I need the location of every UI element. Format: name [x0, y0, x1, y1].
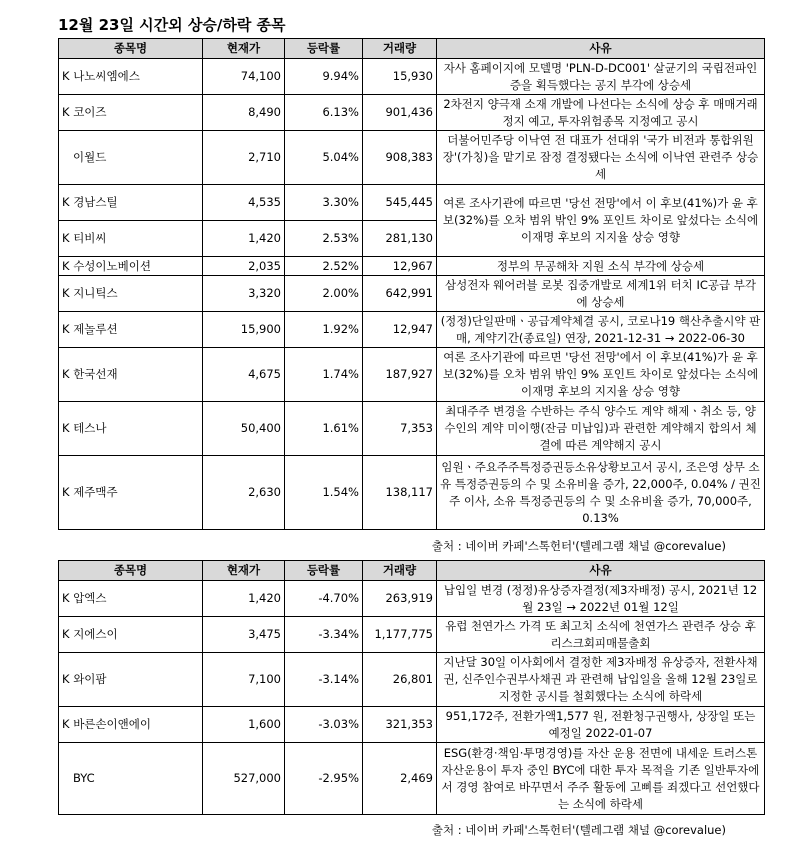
stock-volume: 901,436 — [363, 95, 437, 131]
stock-volume: 2,469 — [363, 743, 437, 815]
stock-reason: 여론 조사기관에 따르면 '당선 전망'에서 이 후보(41%)가 윤 후보(32%)를 오차 범위 밖인 9% 포인트 차이로 앞섰다는 소식에 이재명 후보의 지지율 상승 영향 — [437, 185, 765, 257]
stock-reason: 정부의 무공해차 지원 소식 부각에 상승세 — [437, 257, 765, 276]
stock-price: 1,420 — [203, 221, 285, 257]
stock-change: -2.95% — [285, 743, 363, 815]
header-price: 현재가 — [203, 39, 285, 59]
header-volume: 거래량 — [363, 39, 437, 59]
stock-change: 2.53% — [285, 221, 363, 257]
stock-volume: 7,353 — [363, 402, 437, 456]
stock-reason: 지난달 30일 이사회에서 결정한 제3자배정 유상증자, 전환사채권, 신주인수권부사채권 과 관련해 납입일을 올해 12월 23일로 지정한 공시를 철회했다는 소식에 하락세 — [437, 653, 765, 707]
stock-reason: (정정)단일판매ㆍ공급계약체결 공시, 코로나19 핵산추출시약 판매, 계약기간(종료일) 연장, 2021-12-31 → 2022-06-30 — [437, 312, 765, 348]
stock-reason: 최대주주 변경을 수반하는 주식 양수도 계약 해제ㆍ취소 등, 양수인의 계약 미이행(잔금 미납입)과 관련한 계약해지 합의서 체결에 따른 계약해지 공시 — [437, 402, 765, 456]
stock-change: -3.14% — [285, 653, 363, 707]
header-name: 종목명 — [59, 39, 203, 59]
stock-change: 1.92% — [285, 312, 363, 348]
stock-volume: 642,991 — [363, 276, 437, 312]
stock-price: 2,630 — [203, 456, 285, 530]
stock-name: K 한국선재 — [59, 348, 203, 402]
table-row — [59, 131, 765, 185]
stock-name: 이월드 — [59, 131, 203, 185]
stock-volume: 321,353 — [363, 707, 437, 743]
fall-table — [58, 560, 765, 815]
stock-reason: 유럽 천연가스 가격 또 최고치 소식에 천연가스 관련주 상승 후 리스크회피매물출회 — [437, 617, 765, 653]
stock-change: -3.34% — [285, 617, 363, 653]
stock-change: 6.13% — [285, 95, 363, 131]
stock-change: 2.52% — [285, 257, 363, 276]
stock-change: 1.54% — [285, 456, 363, 530]
stock-reason: 삼성전자 웨어러블 로봇 집중개발로 세계1위 터치 IC공급 부각에 상승세 — [437, 276, 765, 312]
stock-change: -4.70% — [285, 581, 363, 617]
stock-price: 4,675 — [203, 348, 285, 402]
stock-name: K 지니틱스 — [59, 276, 203, 312]
header-name: 종목명 — [59, 561, 203, 581]
stock-volume: 138,117 — [363, 456, 437, 530]
stock-price: 1,600 — [203, 707, 285, 743]
header-volume: 거래량 — [363, 561, 437, 581]
stock-name: K 티비씨 — [59, 221, 203, 257]
stock-change: -3.03% — [285, 707, 363, 743]
header-change: 등락률 — [285, 561, 363, 581]
table-header-row — [59, 561, 765, 581]
table-row — [59, 59, 765, 95]
stock-name: K 지에스이 — [59, 617, 203, 653]
stock-price: 2,710 — [203, 131, 285, 185]
stock-price: 4,535 — [203, 185, 285, 221]
stock-volume: 908,383 — [363, 131, 437, 185]
stock-reason: 자사 홈페이지에 모델명 'PLN-D-DC001' 살균기의 국립전파인증을 획득했다는 공지 부각에 상승세 — [437, 59, 765, 95]
header-reason: 사유 — [437, 39, 765, 59]
stock-volume: 12,967 — [363, 257, 437, 276]
rise-table — [58, 38, 765, 530]
stock-price: 3,475 — [203, 617, 285, 653]
table-row — [59, 743, 765, 815]
stock-reason: 951,172주, 전환가액1,577 원, 전환청구권행사, 상장일 또는 예정일 2022-01-07 — [437, 707, 765, 743]
stock-price: 3,320 — [203, 276, 285, 312]
table-row — [59, 348, 765, 402]
stock-volume: 1,177,775 — [363, 617, 437, 653]
stock-change: 3.30% — [285, 185, 363, 221]
stock-name: BYC — [59, 743, 203, 815]
stock-volume: 545,445 — [363, 185, 437, 221]
table-row — [59, 617, 765, 653]
table-row — [59, 185, 765, 221]
stock-volume: 26,801 — [363, 653, 437, 707]
stock-reason: 납입일 변경 (정정)유상증자결정(제3자배정) 공시, 2021년 12월 23일 → 2022년 01월 12일 — [437, 581, 765, 617]
stock-reason: ESG(환경·책임·투명경영)를 자산 운용 전면에 내세운 트러스톤자산운용이 투자 중인 BYC에 대한 투자 목적을 기존 일반투자에서 경영 참여로 바꾸면서 주주 활동에 고삐를 죄겠다고 선언했다는 소식에 하락세 — [437, 743, 765, 815]
stock-price: 1,420 — [203, 581, 285, 617]
source-note: 출처 : 네이버 카페'스톡헌터'(텔레그램 채널 @corevalue) — [431, 539, 726, 553]
stock-name: K 경남스틸 — [59, 185, 203, 221]
stock-price: 527,000 — [203, 743, 285, 815]
stock-price: 50,400 — [203, 402, 285, 456]
stock-price: 2,035 — [203, 257, 285, 276]
stock-name: K 테스나 — [59, 402, 203, 456]
stock-reason: 임원ㆍ주요주주특정증권등소유상황보고서 공시, 조은영 상무 소유 특정증권등의 수 및 소유비율 증가, 22,000주, 0.04% / 권진주 이사, 소유 특정증권등의 수 및 소유비율 증가, 70,000주, 0.13% — [437, 456, 765, 530]
table-row — [59, 456, 765, 530]
stock-volume: 12,947 — [363, 312, 437, 348]
stock-change: 2.00% — [285, 276, 363, 312]
stock-price: 74,100 — [203, 59, 285, 95]
table-row — [59, 257, 765, 276]
table-row — [59, 707, 765, 743]
stock-change: 1.61% — [285, 402, 363, 456]
stock-reason: 더불어민주당 이낙연 전 대표가 선대위 '국가 비전과 통합위원장'(가칭)을 맡기로 잠정 결정됐다는 소식에 이낙연 관련주 상승세 — [437, 131, 765, 185]
table-row — [59, 653, 765, 707]
stock-volume: 263,919 — [363, 581, 437, 617]
stock-reason: 여론 조사기관에 따르면 '당선 전망'에서 이 후보(41%)가 윤 후보(32%)를 오차 범위 밖인 9% 포인트 차이로 앞섰다는 소식에 이재명 후보의 지지율 상승 영향 — [437, 348, 765, 402]
page-title: 12월 23일 시간외 상승/하락 종목 — [58, 16, 286, 34]
stock-price: 15,900 — [203, 312, 285, 348]
stock-volume: 187,927 — [363, 348, 437, 402]
stock-name: K 바른손이앤에이 — [59, 707, 203, 743]
stock-change: 5.04% — [285, 131, 363, 185]
stock-price: 8,490 — [203, 95, 285, 131]
stock-change: 1.74% — [285, 348, 363, 402]
source-note: 출처 : 네이버 카페'스톡헌터'(텔레그램 채널 @corevalue) — [431, 823, 726, 837]
stock-name: K 코이즈 — [59, 95, 203, 131]
stock-name: K 제놀루션 — [59, 312, 203, 348]
stock-volume: 15,930 — [363, 59, 437, 95]
stock-name: K 수성이노베이션 — [59, 257, 203, 276]
table-row — [59, 276, 765, 312]
stock-name: K 제주맥주 — [59, 456, 203, 530]
table-row — [59, 95, 765, 131]
stock-name: K 와이팜 — [59, 653, 203, 707]
header-change: 등락률 — [285, 39, 363, 59]
stock-name: K 나노씨엠에스 — [59, 59, 203, 95]
table-row — [59, 402, 765, 456]
table-row — [59, 581, 765, 617]
header-reason: 사유 — [437, 561, 765, 581]
stock-name: K 압엑스 — [59, 581, 203, 617]
stock-price: 7,100 — [203, 653, 285, 707]
table-header-row — [59, 39, 765, 59]
stock-reason: 2차전지 양극재 소재 개발에 나선다는 소식에 상승 후 매매거래정지 예고, 투자위험종목 지정예고 공시 — [437, 95, 765, 131]
stock-volume: 281,130 — [363, 221, 437, 257]
table-row — [59, 312, 765, 348]
header-price: 현재가 — [203, 561, 285, 581]
stock-change: 9.94% — [285, 59, 363, 95]
